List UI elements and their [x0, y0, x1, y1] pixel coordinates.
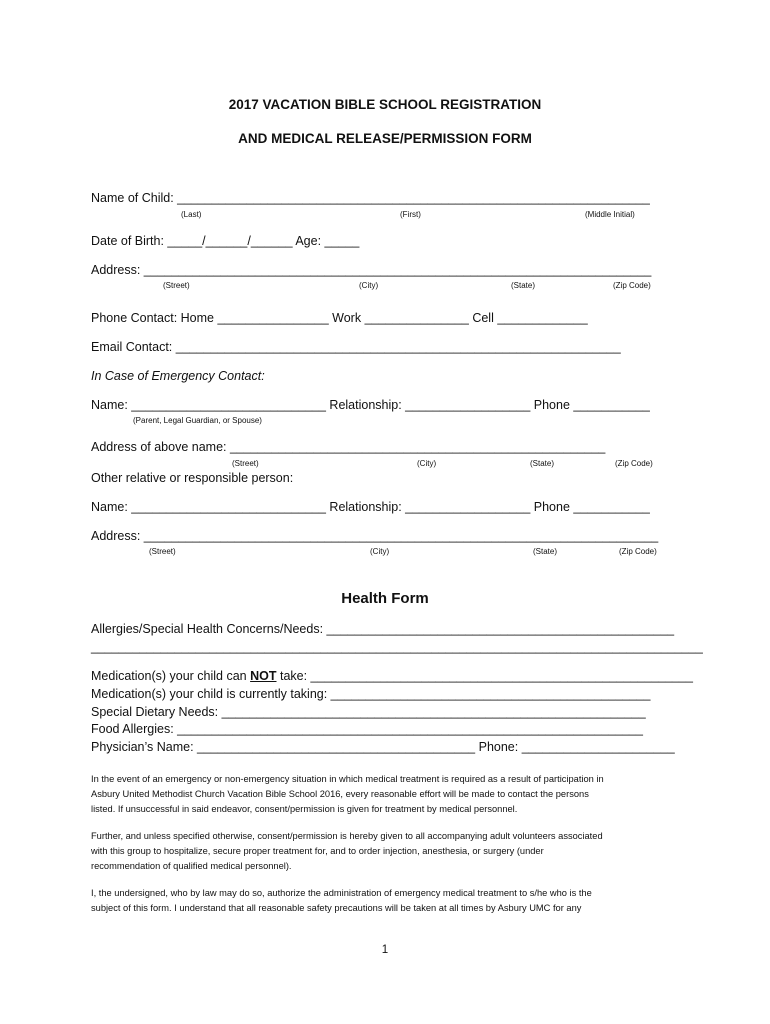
sub-label-last: (Last): [181, 210, 202, 219]
sub-label-city: (City): [359, 281, 379, 290]
sub-label-zip: (Zip Code): [615, 459, 653, 468]
form-title-line2: AND MEDICAL RELEASE/PERMISSION FORM: [238, 131, 532, 146]
allergies-field[interactable]: Allergies/Special Health Concerns/Needs: __________________________________________________: [91, 622, 675, 636]
food-allergies-field[interactable]: Food Allergies: ___________________________________________________________________: [91, 722, 643, 736]
other-relative-heading: Other relative or responsible person:: [91, 471, 294, 485]
paragraph-line: subject of this form. I understand that all reasonable safety precautions will be taken at all times by Asbury UMC for any: [91, 903, 582, 913]
email-contact-field[interactable]: Email Contact: ________________________________________________________________: [91, 340, 621, 354]
medication-not-emphasis: NOT: [250, 669, 277, 683]
paragraph-line: with this group to hospitalize, secure proper treatment for, and to order injection, anesthesia, or surgery (under: [91, 846, 544, 856]
special-dietary-field[interactable]: Special Dietary Needs: _____________________________________________________________: [91, 705, 646, 719]
consent-paragraph-3: [91, 886, 681, 916]
other-address-field[interactable]: Address: __________________________________________________________________________: [91, 529, 659, 543]
sub-label-street: (Street): [232, 459, 259, 468]
physician-field[interactable]: Physician’s Name: ________________________________________ Phone: ______________________: [91, 740, 675, 754]
sub-label-zip: (Zip Code): [619, 547, 657, 556]
paragraph-line: In the event of an emergency or non-emergency situation in which medical treatment is required as a result of participation in: [91, 774, 604, 784]
medication-not-suffix: take: _______________________________________________________: [276, 669, 693, 683]
paragraph-line: recommendation of qualified medical personnel).: [91, 861, 292, 871]
health-form-heading: Health Form: [341, 590, 429, 607]
child-address-field[interactable]: Address: _________________________________________________________________________: [91, 263, 652, 277]
sub-label-state: (State): [511, 281, 536, 290]
page-number: 1: [381, 944, 389, 956]
consent-paragraph-2: [91, 829, 681, 874]
medication-not-prefix: Medication(s) your child can: [91, 669, 251, 683]
sub-label-street: (Street): [149, 547, 176, 556]
sub-label-zip: (Zip Code): [613, 281, 651, 290]
paragraph-line: Further, and unless specified otherwise, consent/permission is hereby given to all accompanying adult volunteers associated: [91, 831, 603, 841]
paragraph-line: I, the undersigned, who by law may do so, authorize the administration of emergency medical treatment to s/he who is the: [91, 888, 592, 898]
sub-label-city: (City): [417, 459, 437, 468]
sub-label-city: (City): [370, 547, 390, 556]
emergency-address-field[interactable]: Address of above name: ______________________________________________________: [91, 440, 606, 454]
medication-not-field[interactable]: [91, 669, 693, 683]
sub-label-state: (State): [533, 547, 558, 556]
form-title-line1: 2017 VACATION BIBLE SCHOOL REGISTRATION: [228, 97, 542, 112]
medication-taking-field[interactable]: Medication(s) your child is currently taking: ______________________________________________: [91, 687, 651, 701]
allergies-field-line2[interactable]: ________________________________________________________________________________________: [91, 640, 703, 654]
consent-paragraph-1: [91, 772, 681, 817]
sub-label-first: (First): [400, 210, 421, 219]
other-name-field[interactable]: Name: ____________________________ Relationship: __________________ Phone ___________: [91, 500, 650, 514]
emergency-name-field[interactable]: Name: ____________________________ Relationship: __________________ Phone ___________: [91, 398, 650, 412]
phone-contact-field[interactable]: Phone Contact: Home ________________ Work _______________ Cell _____________: [91, 311, 588, 325]
sub-label-street: (Street): [163, 281, 190, 290]
sub-label-middle: (Middle Initial): [585, 210, 635, 219]
emergency-contact-heading: In Case of Emergency Contact:: [91, 369, 265, 383]
date-of-birth-field[interactable]: Date of Birth: _____/______/______ Age: _____: [91, 234, 360, 248]
child-name-field[interactable]: Name of Child: ____________________________________________________________________: [91, 191, 650, 205]
sub-label-state: (State): [530, 459, 555, 468]
sub-label-parent: (Parent, Legal Guardian, or Spouse): [133, 416, 262, 425]
paragraph-line: Asbury United Methodist Church Vacation Bible School 2016, every reasonable effort will be made to contact the persons: [91, 789, 589, 799]
paragraph-line: listed. If unsuccessful in said endeavor, consent/permission is given for treatment by medical personnel.: [91, 804, 518, 814]
